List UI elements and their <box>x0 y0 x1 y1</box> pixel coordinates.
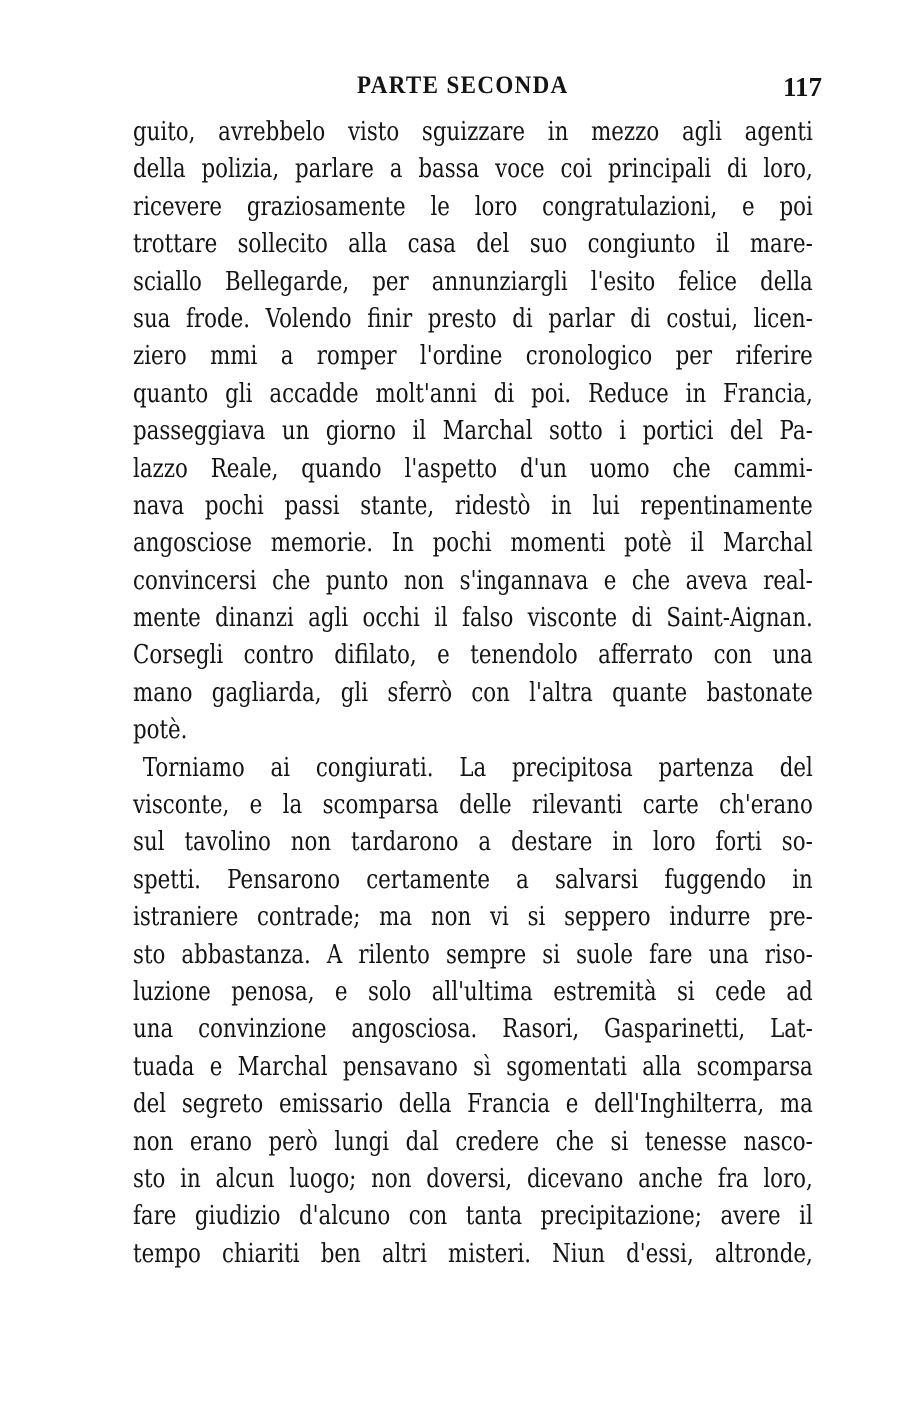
text-line-paragraph-start: Torniamo ai congiurati. La precipitosa partenza del <box>142 752 813 783</box>
text-line: sto abbastanza. A rilento sempre si suole fare una riso- <box>133 939 813 970</box>
text-line: sciallo Bellegarde, per annunziargli l'esito felice della <box>133 266 813 297</box>
text-line-paragraph-end: potè. <box>133 715 188 746</box>
text-line: una convinzione angosciosa. Rasori, Gasparinetti, Lat- <box>133 1014 813 1045</box>
text-line: lazzo Reale, quando l'aspetto d'un uomo che cammi- <box>133 453 813 484</box>
text-line: quanto gli accadde molt'anni di poi. Reduce in Francia, <box>133 378 813 409</box>
text-line: spetti. Pensarono certamente a salvarsi fuggendo in <box>133 864 813 895</box>
text-line: non erano però lungi dal credere che si tenesse nasco- <box>133 1126 813 1157</box>
page-header <box>132 72 822 112</box>
text-line: fare giudizio d'alcuno con tanta precipitazione; avere il <box>133 1201 813 1232</box>
text-line: istraniere contrade; ma non vi si seppero indurre pre- <box>133 902 813 933</box>
text-line: passeggiava un giorno il Marchal sotto i portici del Pa- <box>133 416 813 447</box>
text-line: angosciose memorie. In pochi momenti potè il Marchal <box>133 528 813 559</box>
text-line: visconte, e la scomparsa delle rilevanti carte ch'erano <box>133 790 813 821</box>
text-line: del segreto emissario della Francia e dell'Inghilterra, ma <box>133 1089 813 1120</box>
text-line: convincersi che punto non s'ingannava e che aveva real- <box>133 565 813 596</box>
text-line: mente dinanzi agli occhi il falso visconte di Saint-Aignan. <box>133 603 813 634</box>
text-line: tuada e Marchal pensavano sì sgomentati alla scomparsa <box>133 1051 813 1082</box>
text-line: ziero mmi a romper l'ordine cronologico per riferire <box>133 341 813 372</box>
text-line: trottare sollecito alla casa del suo congiunto il mare- <box>133 229 813 260</box>
text-line: sua frode. Volendo finir presto di parlar di costui, licen- <box>133 303 813 334</box>
body-text <box>133 114 813 1273</box>
text-line: tempo chiariti ben altri misteri. Niun d'essi, altronde, <box>133 1238 813 1269</box>
text-line: ricevere graziosamente le loro congratulazioni, e poi <box>133 191 813 222</box>
text-line: Corsegli contro difilato, e tenendolo afferrato con una <box>133 640 813 671</box>
running-title: PARTE SECONDA <box>357 72 569 99</box>
text-line: mano gagliarda, gli sferrò con l'altra quante bastonate <box>133 677 813 708</box>
text-line: sto in alcun luogo; non doversi, dicevano anche fra loro, <box>133 1163 813 1194</box>
text-line: della polizia, parlare a bassa voce coi principali di loro, <box>133 154 813 185</box>
text-line: luzione penosa, e solo all'ultima estremità si cede ad <box>133 976 813 1007</box>
text-line: sul tavolino non tardarono a destare in loro forti so- <box>133 827 813 858</box>
page-number: 117 <box>782 72 822 102</box>
text-line: nava pochi passi stante, ridestò in lui repentinamente <box>133 490 813 521</box>
text-line: guito, avrebbelo visto sguizzare in mezzo agli agenti <box>133 117 813 147</box>
